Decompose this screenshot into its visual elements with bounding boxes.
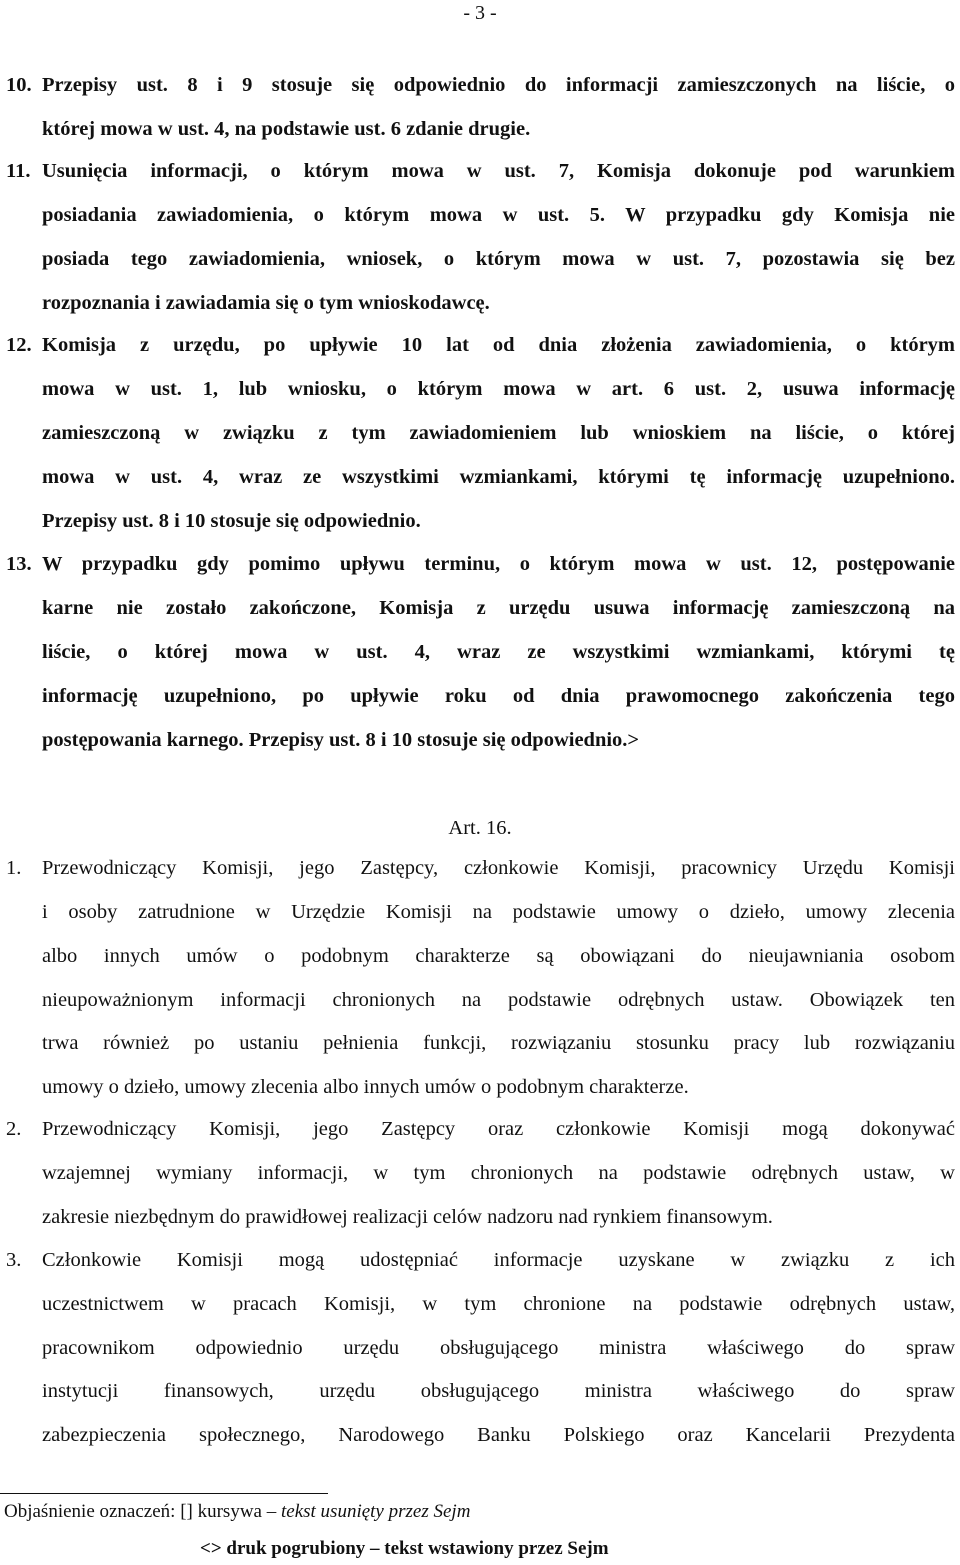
paragraph-line: karne nie zostało zakończone, Komisja z urzędu usuwa informację zamieszczoną na (42, 597, 955, 619)
paragraph-line: Usunięcia informacji, o którym mowa w ust. 7, Komisja dokonuje pod warunkiem (42, 160, 955, 182)
paragraph-number: 12. (6, 334, 32, 356)
paragraph-line: zabezpieczenia społecznego, Narodowego Banku Polskiego oraz Kancelarii Prezydenta (42, 1424, 955, 1446)
paragraph-number: 11. (6, 160, 31, 182)
paragraph-line: Przepisy ust. 8 i 10 stosuje się odpowiednio. (42, 510, 421, 532)
paragraph-line: zamieszczoną w związku z tym zawiadomieniem lub wnioskiem na liście, o której (42, 422, 955, 444)
legend-bold-description: <> druk pogrubiony – tekst wstawiony przez Sejm (200, 1538, 609, 1559)
legend-italic-description: – tekst usunięty przez Sejm (266, 1501, 471, 1522)
paragraph-number: 10. (6, 74, 32, 96)
paragraph-line: i osoby zatrudnione w Urzędzie Komisji na podstawie umowy o dzieło, umowy zlecenia (42, 901, 955, 923)
paragraph-line: nieupoważnionym informacji chronionych na podstawie odrębnych ustaw. Obowiązek ten (42, 989, 955, 1011)
paragraph-line: umowy o dzieło, umowy zlecenia albo innych umów o podobnym charakterze. (42, 1076, 689, 1098)
paragraph-line: Przepisy ust. 8 i 9 stosuje się odpowiednio do informacji zamieszczonych na liście, o (42, 74, 955, 96)
footer-divider (0, 1493, 328, 1494)
paragraph-line: wzajemnej wymiany informacji, w tym chronionych na podstawie odrębnych ustaw, w (42, 1162, 955, 1184)
paragraph-line: mowa w ust. 4, wraz ze wszystkimi wzmiankami, którymi tę informację uzupełniono. (42, 466, 955, 488)
paragraph-number: 1. (6, 857, 22, 879)
paragraph-line: rozpoznania i zawiadamia się o tym wnioskodawcę. (42, 292, 490, 314)
paragraph-line: zakresie niezbędnym do prawidłowej realizacji celów nadzoru nad rynkiem finansowym. (42, 1206, 773, 1228)
paragraph-line: posiada tego zawiadomienia, wniosek, o którym mowa w ust. 7, pozostawia się bez (42, 248, 955, 270)
paragraph-line: której mowa w ust. 4, na podstawie ust. 6 zdanie drugie. (42, 118, 531, 140)
paragraph-line: informację uzupełniono, po upływie roku od dnia prawomocnego zakończenia tego (42, 685, 955, 707)
footer-legend (4, 1501, 470, 1523)
paragraph-line: posiadania zawiadomienia, o którym mowa w ust. 5. W przypadku gdy Komisja nie (42, 204, 955, 226)
paragraph-number: 2. (6, 1118, 22, 1140)
paragraph-line: pracownikom odpowiednio urzędu obsługującego ministra właściwego do spraw (42, 1337, 955, 1359)
paragraph-line: postępowania karnego. Przepisy ust. 8 i 10 stosuje się odpowiednio.> (42, 729, 640, 751)
paragraph-number: 13. (6, 553, 32, 575)
legend-label: Objaśnienie oznaczeń: (4, 1501, 176, 1522)
paragraph-line: albo innych umów o podobnym charakterze są obowiązani do nieujawniania osobom (42, 945, 955, 967)
paragraph-line: trwa również po ustaniu pełnienia funkcji, rozwiązaniu stosunku pracy lub rozwiązaniu (42, 1032, 955, 1054)
paragraph-line: W przypadku gdy pomimo upływu terminu, o którym mowa w ust. 12, postępowanie (42, 553, 955, 575)
paragraph-line: Przewodniczący Komisji, jego Zastępcy oraz członkowie Komisji mogą dokonywać (42, 1118, 955, 1140)
paragraph-line: Członkowie Komisji mogą udostępniać informacje uzyskane w związku z ich (42, 1249, 955, 1271)
paragraph-line: Komisja z urzędu, po upływie 10 lat od dnia złożenia zawiadomienia, o którym (42, 334, 955, 356)
paragraph-line: mowa w ust. 1, lub wniosku, o którym mowa w art. 6 ust. 2, usuwa informację (42, 378, 955, 400)
paragraph-line: uczestnictwem w pracach Komisji, w tym chronione na podstawie odrębnych ustaw, (42, 1293, 955, 1315)
paragraph-number: 3. (6, 1249, 22, 1271)
article-heading: Art. 16. (448, 817, 512, 839)
paragraph-line: Przewodniczący Komisji, jego Zastępcy, członkowie Komisji, pracownicy Urzędu Komisji (42, 857, 955, 879)
paragraph-line: liście, o której mowa w ust. 4, wraz ze wszystkimi wzmiankami, którymi tę (42, 641, 955, 663)
page-number: - 3 - (463, 2, 497, 24)
legend-italic-marker: [] kursywa (180, 1501, 262, 1522)
paragraph-line: instytucji finansowych, urzędu obsługującego ministra właściwego do spraw (42, 1380, 955, 1402)
